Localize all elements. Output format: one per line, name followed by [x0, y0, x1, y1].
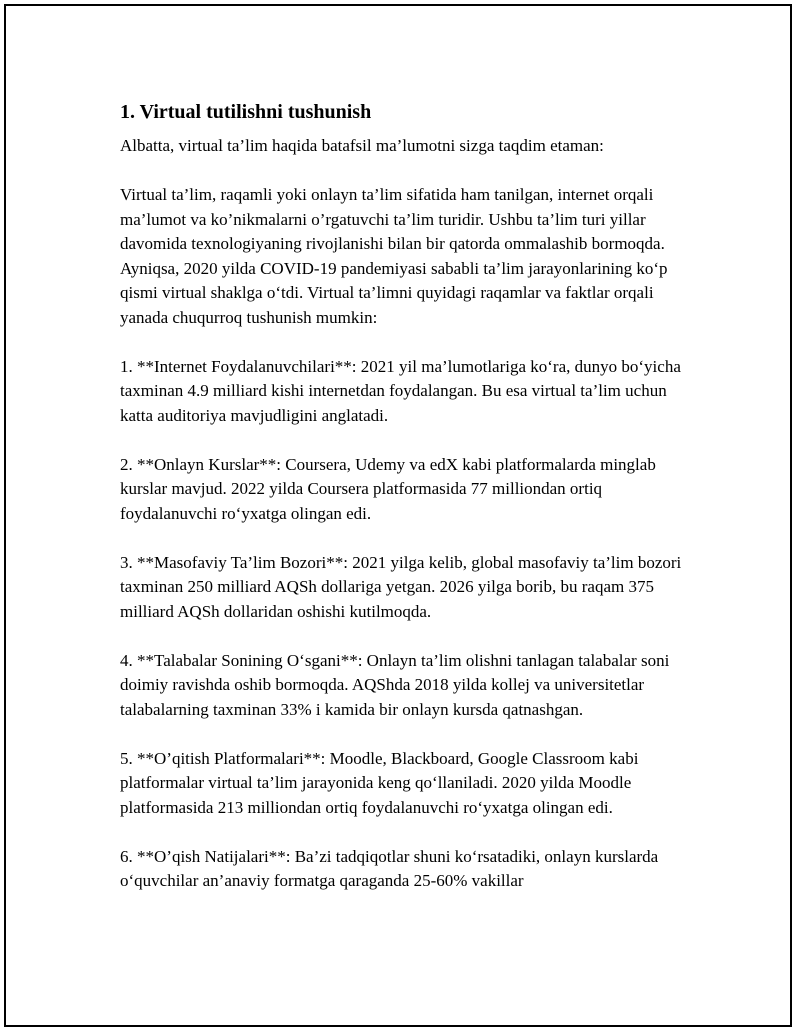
overview-paragraph: Virtual ta’lim, raqamli yoki onlayn ta’lim sifatida ham tanilgan, internet orqali ma’lumot va ko’nikmalarni o’rgatuvchi ta’lim turidir. Ushbu ta’lim turi yillar davomida texnologiyaning rivojlanishi bilan bir qatorda ommalashib bormoqda. Ayniqsa, 2020 yilda COVID-19 pandemiyasi sababli ta’lim jarayonlarining ko‘p qismi virtual shaklga o‘tdi. Virtual ta’limni quyidagi raqamlar va faktlar orqali yanada chuqurroq tushunish mumkin: — [120, 185, 668, 327]
list-item-internet-users: 1. **Internet Foydalanuvchilari**: 2021 yil ma’lumotlariga ko‘ra, dunyo bo‘yicha taxminan 4.9 milliard kishi internetdan foydalangan. Bu esa virtual ta’lim uchun katta auditoriya mavjudligini anglatadi. — [120, 356, 681, 425]
section-heading: 1. Virtual tutilishni tushunish — [120, 101, 372, 123]
document-page — [4, 4, 792, 1027]
list-item-distance-learning-market: 3. **Masofaviy Ta’lim Bozori**: 2021 yilga kelib, global masofaviy ta’lim bozori taxminan 250 milliard AQSh dollariga yetgan. 2026 yilga borib, bu raqam 375 milliard AQSh dollaridan oshishi kutilmoqda. — [120, 552, 682, 621]
list-item-learning-platforms: 5. **O’qitish Platformalari**: Moodle, Blackboard, Google Classroom kabi platformalar virtual ta’lim jarayonida keng qo‘llaniladi. 2020 yilda Moodle platformasida 213 milliondan ortiq foydalanuvchi ro‘yxatga olingan edi. — [120, 748, 639, 817]
document-body — [120, 98, 700, 894]
intro-paragraph: Albatta, virtual ta’lim haqida batafsil ma’lumotni sizga taqdim etaman: — [120, 136, 604, 155]
list-item-online-courses: 2. **Onlayn Kurslar**: Coursera, Udemy va edX kabi platformalarda minglab kurslar mavjud. 2022 yilda Coursera platformasida 77 milliondan ortiq foydalanuvchi ro‘yxatga olingan edi. — [120, 454, 656, 523]
list-item-student-growth: 4. **Talabalar Sonining O‘sgani**: Onlayn ta’lim olishni tanlagan talabalar soni doimiy ravishda oshib bormoqda. AQShda 2018 yilda kollej va universitetlar talabalarning taxminan 33% i kamida bir onlayn kursda qatnashgan. — [120, 650, 670, 719]
list-item-learning-outcomes: 6. **O’qish Natijalari**: Ba’zi tadqiqotlar shuni ko‘rsatadiki, onlayn kurslarda o‘quvchilar an’anaviy formatga qaraganda 25-60% vakillar — [120, 846, 659, 890]
